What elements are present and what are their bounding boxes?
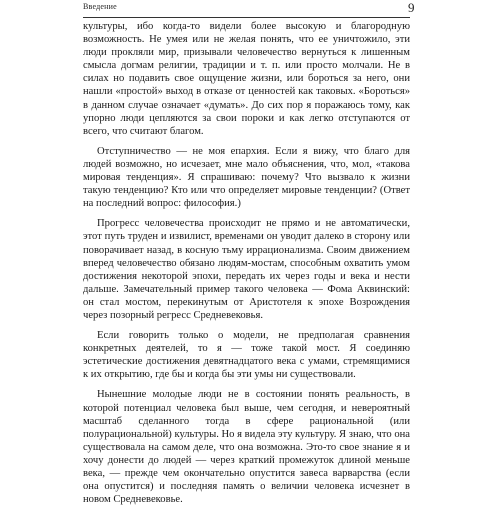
- paragraph-5: Нынешние молодые люди не в состоянии понять реальность, в которой потенциал человека был выше, чем сегодня, и невероятный масштаб сделанного тогда в сфере рациональной (или полурациональной) культуры. Но я видела эту культуру. Я знаю, что она существовала на самом деле, что она возможна. Это-то свое знание я и хочу донести до людей — через краткий промежуток длиной меньше века, — прежде чем окончательно опустится завеса варварства (если она опустится) и последняя память о величии человека исчезнет в новом Средневековье.: [83, 389, 410, 506]
- paragraph-1: культуры, ибо когда-то видели более высокую и благородную возможность. Не умея или не желая понять, что ее уничтожило, эти люди прокляли мир, призывали человечество вернуться к лишенным смысла догмам религии, традиции и т. п. или просто молчали. Не в силах но подавить свое ощущение жизни, или бороться за него, они нашли «простой» выход в отказе от ценностей как таковых. «Бороться» в данном случае означает «думать». До сих пор я поражаюсь тому, как упорно люди цепляются за свои пороки и как легко отступаются от всего, что считают благом.: [83, 21, 410, 137]
- paragraph-4: Если говорить только о модели, не предполагая сравнения конкретных деятелей, то я — тоже такой мост. Я соединяю эстетические достижения девятнадцатого века с умами, стремящимися к их открытию, где бы и когда бы эти умы ни существовали.: [83, 330, 410, 381]
- page-number: 9: [408, 0, 415, 15]
- paragraph-3: Прогресс человечества происходит не прямо и не автоматически, этот путь труден и извилист, временами он уводит далеко в сторону или поворачивает назад, в косную тьму иррационализма. Своим движением вперед человечество обязано людям-мостам, способным охватить умом достижения некоторой эпохи, передать их через годы и века и нести дальше. Замечательный пример такого человека — Фома Аквинский: он стал мостом, перекинутым от Аристотеля к эпохе Возрождения через позорный регресс Средневековья.: [83, 218, 410, 321]
- paragraph-2: Отступничество — не моя епархия. Если я вижу, что благо для людей возможно, но исчезает, мне мало объяснения, что, мол, «такова мировая тенденция». Я спрашиваю: почему? Что вызвало к жизни такую тенденцию? Кто или что определяет мировые тенденции? (Ответ на последний вопрос: философия.): [83, 145, 410, 210]
- header-rule: [83, 17, 410, 18]
- body-text: [83, 20, 410, 506]
- running-head-section-title: Введение: [83, 2, 117, 11]
